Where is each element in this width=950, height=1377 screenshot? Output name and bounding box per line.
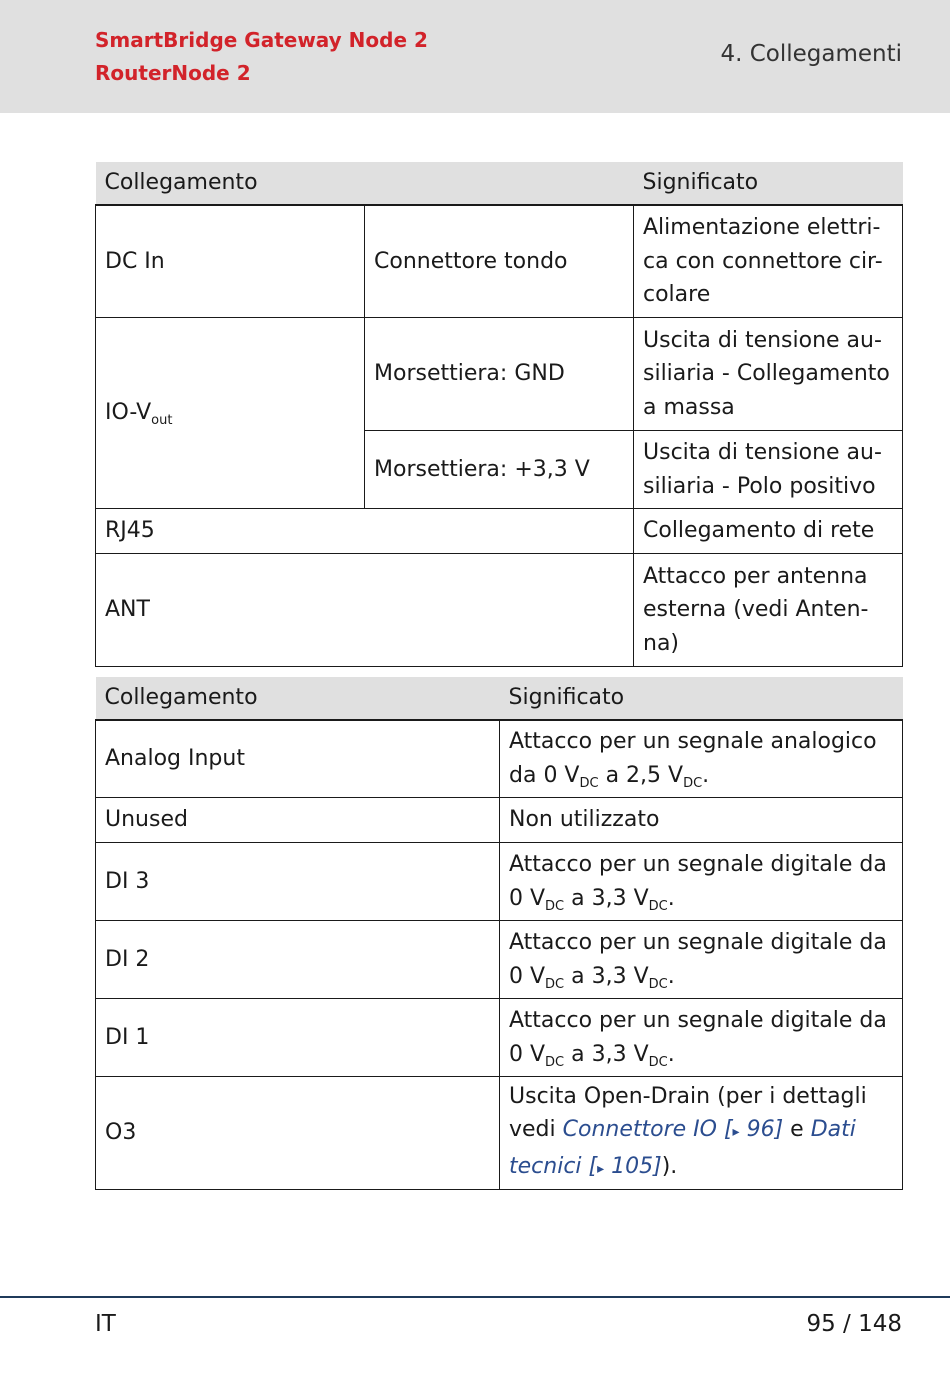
connection-name: DI 1 — [96, 999, 500, 1077]
connection-name: DC In — [96, 205, 365, 318]
table-row — [96, 720, 903, 798]
link-connettore-io[interactable]: Connettore IO [▸ 96] — [562, 1117, 784, 1143]
page-arrow-icon: ▸ — [597, 1160, 605, 1177]
connection-meaning: Uscita di tensione au-siliaria - Collegamento a massa — [634, 318, 903, 431]
link-dati-tecnici[interactable]: Dati tecnici [▸ 105] — [509, 1117, 856, 1179]
column-header-meaning: Significato — [634, 162, 903, 205]
page-header — [0, 0, 950, 113]
product-name: SmartBridge Gateway Node 2 — [95, 28, 428, 52]
connection-detail: Connettore tondo — [365, 205, 634, 318]
table-row — [96, 843, 903, 921]
connection-detail: Morsettiera: GND — [365, 318, 634, 431]
connection-name: O3 — [96, 1077, 500, 1190]
connection-detail: Morsettiera: +3,3 V — [365, 431, 634, 509]
footer-divider — [0, 1296, 950, 1298]
connection-name: DI 3 — [96, 843, 500, 921]
product-subname: RouterNode 2 — [95, 61, 251, 85]
connection-meaning: Attacco per un segnale digitale da 0 $V_{DC}$ a 3,3 $V_{DC}$. — [500, 999, 903, 1077]
language-code: IT — [95, 1311, 116, 1337]
connection-meaning: Attacco per antenna esterna (vedi Anten-na) — [634, 554, 903, 667]
table-row — [96, 318, 903, 431]
column-header-connection: Collegamento — [96, 677, 500, 720]
connections-table-1 — [95, 162, 903, 667]
connection-meaning: Attacco per un segnale digitale da 0 $V_{DC}$ a 3,3 $V_{DC}$. — [500, 921, 903, 999]
connection-name: ANT — [96, 554, 634, 667]
connection-meaning: Attacco per un segnale digitale da 0 $V_{DC}$ a 3,3 $V_{DC}$. — [500, 843, 903, 921]
table-header-row — [96, 677, 903, 720]
page-number: 95 / 148 — [806, 1311, 902, 1337]
connection-meaning: Non utilizzato — [500, 798, 903, 843]
table-row — [96, 999, 903, 1077]
table-row — [96, 509, 903, 554]
connection-name: $IO-V_{out}$ — [96, 318, 365, 509]
column-header-connection: Collegamento — [96, 162, 634, 205]
table-row — [96, 798, 903, 843]
column-header-meaning: Significato — [500, 677, 903, 720]
table-row — [96, 1077, 903, 1190]
connection-meaning: Uscita Open-Drain (per i dettagli vedi Connettore IO [▸ 96] e Dati tecnici [▸ 105]). — [500, 1077, 903, 1190]
connection-meaning: Uscita di tensione au-siliaria - Polo positivo — [634, 431, 903, 509]
table-row — [96, 205, 903, 318]
table-row — [96, 554, 903, 667]
chapter-title: 4. Collegamenti — [720, 41, 902, 67]
connection-meaning: Collegamento di rete — [634, 509, 903, 554]
connections-table-2 — [95, 677, 903, 1190]
table-header-row — [96, 162, 903, 205]
connection-meaning: Attacco per un segnale analogico da 0 $V_{DC}$ a 2,5 $V_{DC}$. — [500, 720, 903, 798]
connection-name: Analog Input — [96, 720, 500, 798]
page-arrow-icon: ▸ — [732, 1124, 740, 1141]
connection-meaning: Alimentazione elettri-ca con connettore cir-colare — [634, 205, 903, 318]
connection-name: Unused — [96, 798, 500, 843]
connection-name: RJ45 — [96, 509, 634, 554]
table-row — [96, 921, 903, 999]
connection-name: DI 2 — [96, 921, 500, 999]
